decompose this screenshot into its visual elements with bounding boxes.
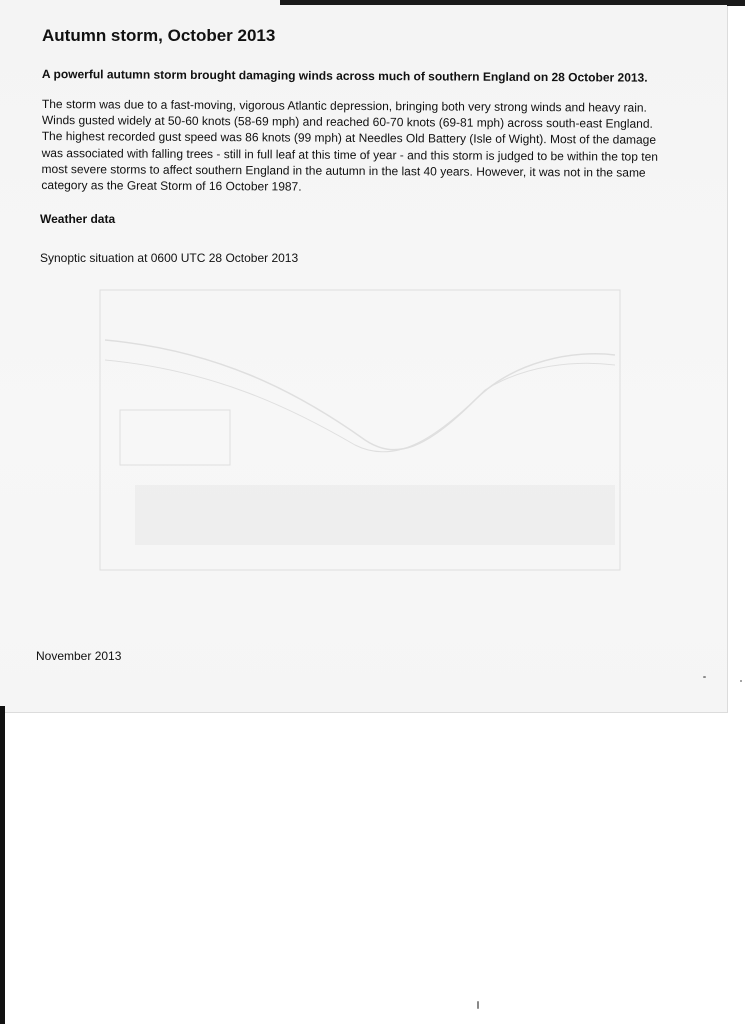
- bleed-through-graph: [95, 280, 655, 580]
- body-line: The highest recorded gust speed was 86 knots (99 mph) at Needles Old Battery (Isle of Wight). Most of the damage: [41, 129, 657, 148]
- synoptic-caption: Synoptic situation at 0600 UTC 28 October 2013: [40, 251, 299, 265]
- body-line: The storm was due to a fast-moving, vigorous Atlantic depression, bringing both very strong winds and heavy rain.: [41, 96, 647, 115]
- section-heading: Weather data: [40, 212, 116, 226]
- scan-edge-left: [0, 706, 5, 1024]
- scan-speck: [703, 676, 706, 678]
- scan-speck: [740, 680, 742, 682]
- footer-date: November 2013: [36, 649, 122, 663]
- scan-edge-top: [280, 0, 745, 5]
- scan-speck: [477, 1001, 479, 1009]
- body-line: was associated with falling trees - still in full leaf at this time of year - and this storm is judged to be within the top ten: [41, 145, 658, 164]
- scan-edge-right: [727, 0, 745, 6]
- page-subtitle: A powerful autumn storm brought damaging winds across much of southern England on 28 October 2013.: [41, 67, 648, 85]
- body-line: Winds gusted widely at 50-60 knots (58-69 mph) and reached 60-70 knots (69-81 mph) across south-east England.: [41, 113, 653, 131]
- page-title: Autumn storm, October 2013: [42, 26, 276, 45]
- body-paragraph: [41, 96, 672, 197]
- body-line: category as the Great Storm of 16 October 1987.: [41, 178, 302, 194]
- body-line: most severe storms to affect southern England in the autumn in the last 40 years. However, it was not in the same: [41, 161, 646, 180]
